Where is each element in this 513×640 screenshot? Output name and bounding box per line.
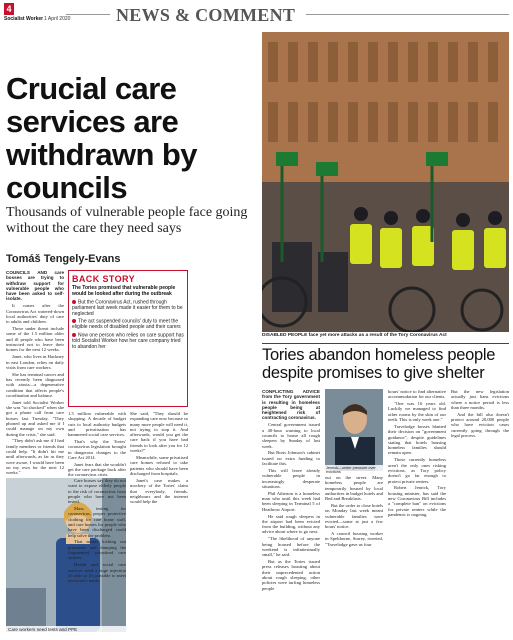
second-story-column-2 [325, 475, 383, 634]
main-story-column-2 [68, 411, 126, 477]
paragraph: It comes after the Coronavirus Act watered-down local authorities' duty of care to adults and children. [6, 303, 64, 325]
paragraph: Those under threat include some of the 1.5 million older and ill people who have been instructed not to leave their homes for the next 12 weeks. [6, 326, 64, 353]
paragraph: A council housing worker in Spelthorne, Surrey, tweeted, "Travelodge gave us four [325, 531, 383, 547]
jenrick-caption: Jenrick—under pressure over evictions [325, 465, 383, 472]
paragraph: Travelodge bosses blamed their decision on "government guidance", despite guidelines stating that hotels housing homeless families should remain open. [388, 423, 446, 456]
paragraph: But Boris Johnson's cabinet issued no extra funding to facilitate this. [262, 450, 320, 467]
paragraph: But the order to close hotels on Monday last week meant vulnerable families were evicted—some at just a few hours' notice. [325, 503, 383, 530]
backstory-item: Now one person who relies on care support has told Socialist Worker how her care company tried to abandon her [72, 332, 184, 351]
paragraph: out on the street. Many homeless people are temporarily housed by local authorities in budget hotels and Bed and Breakfasts. [325, 475, 383, 502]
second-story-column-4 [451, 389, 509, 634]
backstory-item: The act suspended councils' duty to meet the eligible needs of disabled people and their carers [72, 318, 181, 331]
protest-photo-caption: DISABLED PEOPLE face yet more attacks as a result of the Tory Coronavirus Act [262, 333, 447, 338]
paragraph: That's why the Tories' coronavirus legislation brought in dangerous changes to the Care Act 2014. [68, 439, 126, 460]
nurse-wrap-text [68, 478, 126, 632]
masthead [4, 3, 509, 25]
paragraph: Those currently homeless aren't the only ones risking evictions, as Tory policy doesn't go far enough to protect private renters. [388, 457, 446, 484]
second-story-lead: CONFLICTING ADVICE from the Tory government is resulting in homeless people being at heightened risk of contracting coronavirus. [262, 389, 320, 421]
paragraph: 1.5 million vulnerable with shopping. A decade of budget cuts to local authority budgets and privatisation has hammered social care services. [68, 411, 126, 438]
main-story-lead: COUNCILS AND care bosses are trying to withdraw support for vulnerable people who have been asked to self-isolate. [6, 270, 64, 302]
byline-author: Tomáš Tengely-Evans [6, 253, 121, 265]
paper-name: Socialist Worker [4, 16, 44, 22]
standfirst-text: Thousands of vulnerable people face going without the care they need says [6, 205, 248, 236]
main-story-column-3-lower [130, 478, 188, 632]
byline [6, 253, 121, 265]
backstory-box [68, 270, 188, 407]
section-title: NEWS & COMMENT [116, 5, 296, 25]
backstory-lead: The Tories promised that vulnerable people would be looked after during the outbreak [72, 285, 176, 297]
paragraph: Meanwhile, some privatised care homes refused to take patients who should have been discharged from hospitals. [130, 454, 188, 476]
paragraph: That means kicking out privateers and dumping the fragmented, privatised care system. [68, 539, 126, 561]
paragraph: Janet's case makes a mockery of the Tories' claim that everybody, friends, neighbours and the internet would help the [130, 478, 188, 505]
paragraph: Mass testing for coronavirus, proper protective clothing for care home staff, and care homes for people who have been discharged could help solve the problem. [68, 506, 126, 538]
paragraph: She said, "They should be expanding care now because so many more people will need it, not trying to stop it. And afterwards, would you get the care back if you have bad friends to look after you for 12 weeks?" [130, 411, 188, 454]
paragraph: He said rough sleepers in the airport had been evicted from the building, without any advice about where to go next. [262, 513, 320, 535]
standfirst [6, 205, 252, 237]
paragraph: Robert Jenrick, Tory housing minister, has said the new Coronavirus Bill includes a "complete ban" on evictions for private renters while the pandemic is ongoing. [388, 485, 446, 517]
bullet-icon [72, 333, 76, 337]
header-rule-left [66, 14, 110, 15]
page-number: 4 [4, 3, 14, 15]
paragraph: Phil Atherton is a homeless man who until this week had been sleeping in Terminal 5 of Heathrow Airport. [262, 490, 320, 512]
paragraph: But as the Tories issued press releases boasting about their unprecedented action about rough sleeping, other policies were turfing homeless people [262, 559, 320, 591]
second-story-column-3 [388, 389, 446, 634]
paragraph: This will leave already vulnerable people in increasingly desperate situations. [262, 467, 320, 489]
paragraph: Central government issued a 48-hour warning to local councils to house all rough sleepers by Sunday of last week. [262, 422, 320, 449]
jenrick-illustration [325, 389, 383, 471]
protest-illustration [262, 32, 509, 332]
paragraph: Health and social care services need a huge injection of cash so it's possible to meet everyone's needs. [68, 562, 126, 584]
paragraph: "One was 16 years old. Luckily we managed to find other rooms by the skin of our teeth. This is only week one." [388, 401, 446, 423]
paragraph: Janet, who lives in Hackney in east London, relies on daily visits from care workers. [6, 354, 64, 370]
paragraph: Janet told Socialist Worker she was "so shocked" when she got a phone call from care bosses last Tuesday. "They phoned up and asked me if I could manage on my own during the crisis," she said. [6, 399, 64, 437]
bullet-icon [72, 319, 76, 323]
paragraph: "They didn't ask me if I had family members or friends that could help. "It didn't hit me until afterwards, as far as they were aware, I would have been on my own for the next 12 weeks." [6, 438, 64, 476]
backstory-item: But the Coronavirus Act, rushed through parliament last week made it easier for them to be neglected [72, 298, 183, 317]
backstory-title: BACK STORY [72, 274, 136, 284]
jenrick-photo [325, 389, 383, 471]
paragraph: hours' notice to find alternative accommodation for our clients. [388, 389, 446, 400]
main-story-column-3 [130, 411, 188, 477]
protest-photo [262, 32, 509, 332]
second-story-column-1 [262, 389, 320, 634]
paragraph: Care bosses say they do not want to expose elderly people to the risk of coronavirus from people who have not been tested. [68, 478, 126, 505]
paragraph: "The likelihood of anyone being housed before the weekend is infinitesimally small," he said. [262, 536, 320, 558]
header-rule-right [306, 14, 509, 15]
bullet-icon [72, 300, 76, 304]
paper-date: 1 April 2020 [44, 16, 71, 22]
paragraph: But the new legislation actually just bans evictions where a notice period is less than three months. [451, 389, 509, 410]
paragraph: She has terminal cancer and has recently been diagnosed with ataxia—a degenerative condition that affects people's coordination and balance. [6, 371, 64, 398]
second-story-rule [262, 343, 509, 344]
main-headline: Crucial care services are withdrawn by councils [6, 71, 197, 205]
second-headline: Tories abandon homeless people despite promises to give shelter [262, 346, 496, 382]
paragraph: And the bill also doesn't protect around 20,000 people who have eviction cases currently going through the legal process. [451, 411, 509, 438]
paragraph: Janet fears that she wouldn't get the care package back after the coronavirus crisis. [68, 461, 126, 477]
nurse-caption: Care workers need tests and PPE [6, 626, 126, 634]
